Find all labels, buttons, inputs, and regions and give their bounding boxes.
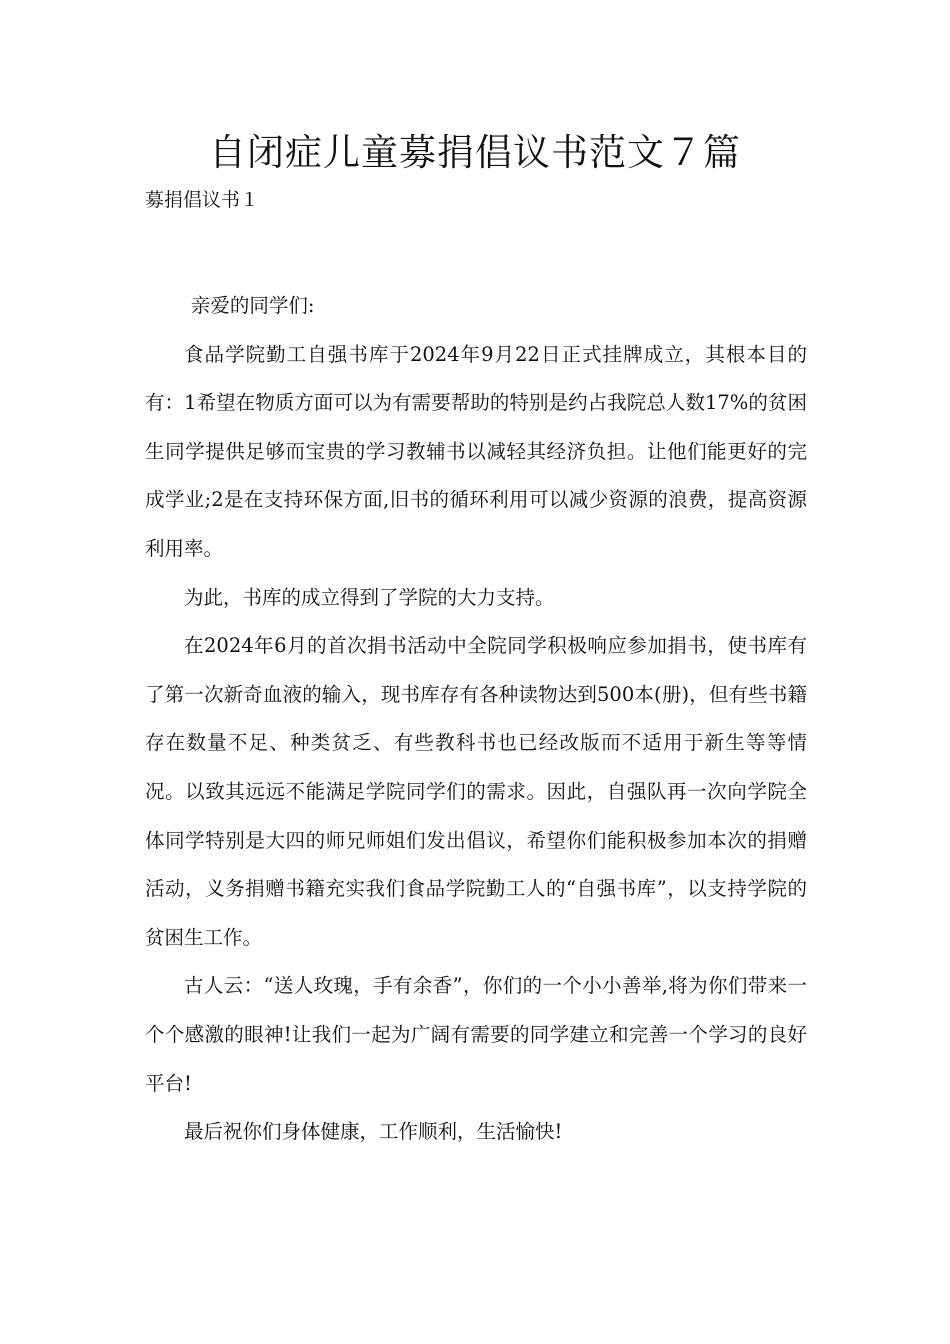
paragraph-quote: 古人云：“送人玫瑰，手有余香”，你们的一个小小善举,将为你们带来一个个感激的眼神!让我们一起为广阔有需要的同学建立和完善一个学习的良好平台! <box>145 974 807 1095</box>
document-body <box>145 282 807 1157</box>
paragraph-closing: 最后祝你们身体健康，工作顺利，生活愉快! <box>184 1120 563 1144</box>
section-heading: 募捐倡议书１ <box>145 189 260 211</box>
salutation: 亲爱的同学们: <box>190 294 315 317</box>
paragraph-appeal: 在2024年6月的首次捐书活动中全院同学积极响应参加捐书，使书库有了第一次新奇血液的输入，现书库存有各种读物达到500本(册)，但有些书籍存在数量不足、种类贫乏、有些教科书也已经改版而不适用于新生等等情况。以致其远远不能满足学院同学们的需求。因此，自强队再一次向学院全体同学特别是大四的师兄师姐们发出倡议，希望你们能积极参加本次的捐赠活动，义务捐赠书籍充实我们食品学院勤工人的“自强书库”，以支持学院的贫困生工作。 <box>145 634 807 949</box>
paragraph-support: 为此，书库的成立得到了学院的大力支持。 <box>184 585 555 609</box>
paragraph-purpose: 食品学院勤工自强书库于2024年9月22日正式挂牌成立，其根本目的有：1希望在物质方面可以为有需要帮助的特别是约占我院总人数17%的贫困生同学提供足够而宝贵的学习教辅书以减轻其经济负担。让他们能更好的完成学业;2是在支持环保方面,旧书的循环利用可以减少资源的浪费，提高资源利用率。 <box>145 342 807 560</box>
document-title: 自闭症儿童募捐倡议书范文７篇 <box>209 131 741 174</box>
